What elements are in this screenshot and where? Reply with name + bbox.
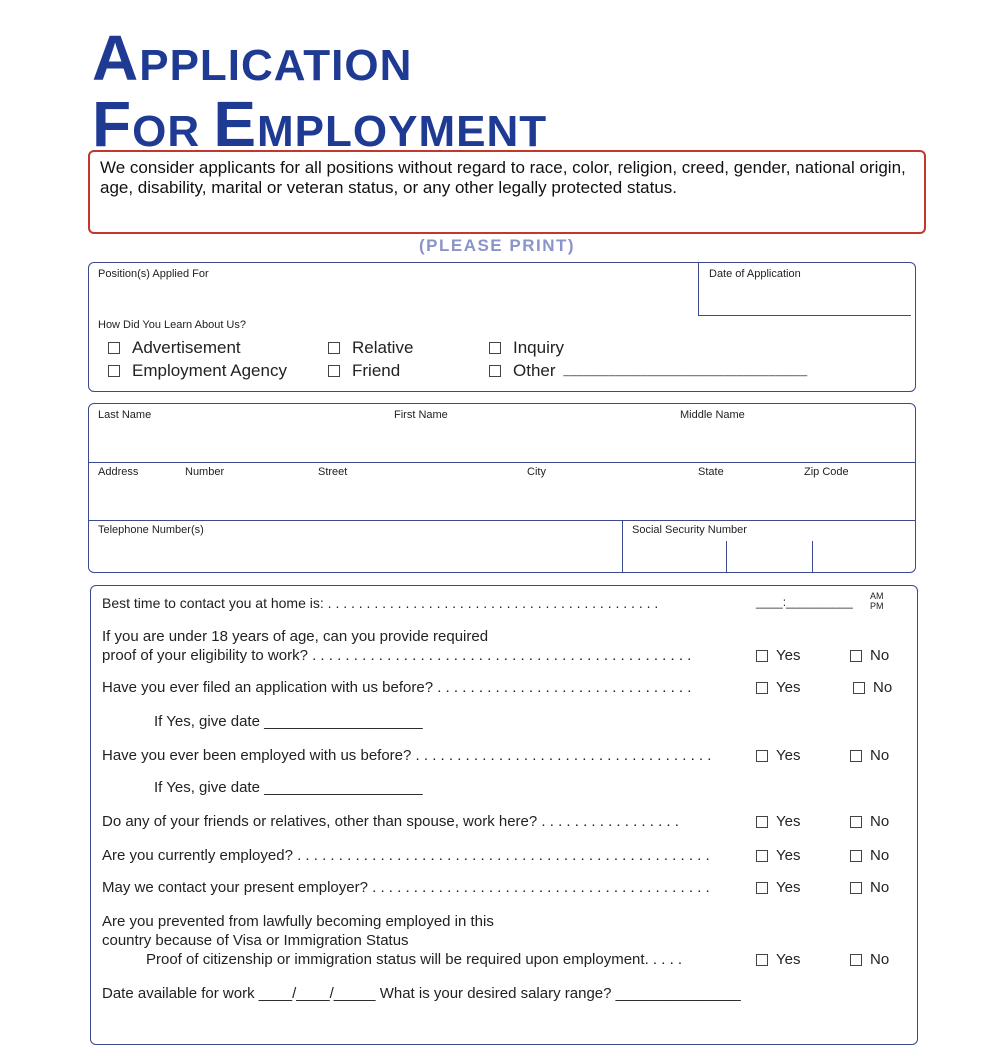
checkbox[interactable]: [756, 682, 768, 694]
checkbox[interactable]: [756, 954, 768, 966]
zip-code-label[interactable]: Zip Code: [804, 466, 849, 478]
checkbox[interactable]: [756, 650, 768, 662]
friends-relatives-question: Do any of your friends or relatives, other than spouse, work here? . . . . . . . . . . . . . . . . .: [102, 813, 679, 830]
number-label: Number: [185, 466, 225, 478]
filed-before-question: Have you ever filed an application with us before? . . . . . . . . . . . . . . . . . . . . . . . . . . . . . . .: [102, 679, 692, 696]
learn-about-us-label: How Did You Learn About Us?: [98, 319, 246, 331]
date-of-application-label[interactable]: Date of Application: [709, 268, 801, 280]
friends-relatives-no[interactable]: No: [850, 813, 889, 830]
other-blank[interactable]: ______________________________________: [563, 365, 808, 377]
form-title-line2: FOR EMPLOYMENT: [92, 88, 548, 160]
checkbox[interactable]: [850, 816, 862, 828]
checkbox[interactable]: [489, 342, 501, 354]
visa-question-line1: Are you prevented from lawfully becoming employed in this: [102, 913, 494, 930]
checkbox[interactable]: [489, 365, 501, 377]
checkbox[interactable]: [850, 650, 862, 662]
contact-employer-question: May we contact your present employer? . . . . . . . . . . . . . . . . . . . . . . . . . . . . . . . . . . . . . . . . .: [102, 879, 710, 896]
checkbox[interactable]: [850, 850, 862, 862]
visa-question-line2: country because of Visa or Immigration Status: [102, 932, 409, 949]
checkbox[interactable]: [850, 954, 862, 966]
checkbox[interactable]: [108, 342, 120, 354]
checkbox[interactable]: [328, 365, 340, 377]
checkbox[interactable]: [328, 342, 340, 354]
best-time-blank[interactable]: ____:__________: [756, 595, 853, 609]
employed-before-question: Have you ever been employed with us before? . . . . . . . . . . . . . . . . . . . . . . . . . . . . . . . . . . . .: [102, 747, 712, 764]
currently-employed-question: Are you currently employed? . . . . . . . . . . . . . . . . . . . . . . . . . . . . . . . . . . . . . . . . . . . . . . . . . .: [102, 847, 710, 864]
employed-before-no[interactable]: No: [850, 747, 889, 764]
divider: [89, 520, 915, 521]
date-available-salary[interactable]: Date available for work ____/____/_____ What is your desired salary range? _______________: [102, 985, 741, 1002]
state-label[interactable]: State: [698, 466, 724, 478]
filed-before-yes[interactable]: Yes: [756, 679, 800, 696]
checkbox[interactable]: [850, 750, 862, 762]
option-other[interactable]: Other ______________________________________: [489, 361, 807, 381]
under-18-question-line1: If you are under 18 years of age, can you provide required: [102, 628, 489, 645]
filed-before-no[interactable]: No: [853, 679, 892, 696]
employed-before-date[interactable]: If Yes, give date ___________________: [154, 779, 423, 796]
divider: [89, 462, 915, 463]
option-advertisement[interactable]: Advertisement: [108, 338, 241, 358]
street-label: Street: [318, 466, 348, 478]
position-applied-label[interactable]: Position(s) Applied For: [98, 268, 209, 280]
address-label[interactable]: Address: [98, 466, 139, 478]
employed-before-yes[interactable]: Yes: [756, 747, 800, 764]
option-employment-agency[interactable]: Employment Agency: [108, 361, 287, 381]
divider: [726, 541, 727, 572]
divider: [698, 315, 911, 316]
checkbox[interactable]: [853, 682, 865, 694]
checkbox[interactable]: [756, 882, 768, 894]
under-18-question-line2: proof of your eligibility to work? . . . . . . . . . . . . . . . . . . . . . . . . . . . . . . . . . . . . . . . . . . . . . .: [102, 647, 692, 664]
city-label[interactable]: City: [527, 466, 546, 478]
telephone-label[interactable]: Telephone Number(s): [98, 524, 204, 536]
checkbox[interactable]: [756, 850, 768, 862]
first-name-label[interactable]: First Name: [394, 409, 448, 421]
option-relative[interactable]: Relative: [328, 338, 413, 358]
currently-employed-no[interactable]: No: [850, 847, 889, 864]
checkbox[interactable]: [756, 816, 768, 828]
contact-employer-yes[interactable]: Yes: [756, 879, 800, 896]
checkbox[interactable]: [108, 365, 120, 377]
middle-name-label[interactable]: Middle Name: [680, 409, 745, 421]
divider: [812, 541, 813, 572]
best-time-question: Best time to contact you at home is: . . . . . . . . . . . . . . . . . . . . . . . . . . . . . . . . . . . . . . . . . . .: [102, 595, 659, 611]
under-18-yes[interactable]: Yes: [756, 647, 800, 664]
option-inquiry[interactable]: Inquiry: [489, 338, 564, 358]
divider: [622, 520, 623, 572]
checkbox[interactable]: [850, 882, 862, 894]
please-print-label: (PLEASE PRINT): [418, 236, 576, 255]
divider: [698, 263, 699, 315]
visa-question-line3: Proof of citizenship or immigration status will be required upon employment. . . . .: [146, 951, 683, 968]
friends-relatives-yes[interactable]: Yes: [756, 813, 800, 830]
visa-no[interactable]: No: [850, 951, 889, 968]
under-18-no[interactable]: No: [850, 647, 889, 664]
ssn-label[interactable]: Social Security Number: [632, 524, 747, 536]
visa-yes[interactable]: Yes: [756, 951, 800, 968]
option-friend[interactable]: Friend: [328, 361, 400, 381]
filed-before-date[interactable]: If Yes, give date ___________________: [154, 713, 423, 730]
contact-employer-no[interactable]: No: [850, 879, 889, 896]
currently-employed-yes[interactable]: Yes: [756, 847, 800, 864]
form-title-line1: APPLICATION: [92, 22, 413, 94]
last-name-label[interactable]: Last Name: [98, 409, 152, 421]
equal-opportunity-notice: We consider applicants for all positions without regard to race, color, religion, creed, gender, national origin, age, disability, marital or veteran status, or any other legally protected status.: [88, 150, 926, 234]
am-pm-label[interactable]: AM PM: [870, 591, 884, 611]
personal-info-section: [88, 403, 916, 573]
checkbox[interactable]: [756, 750, 768, 762]
